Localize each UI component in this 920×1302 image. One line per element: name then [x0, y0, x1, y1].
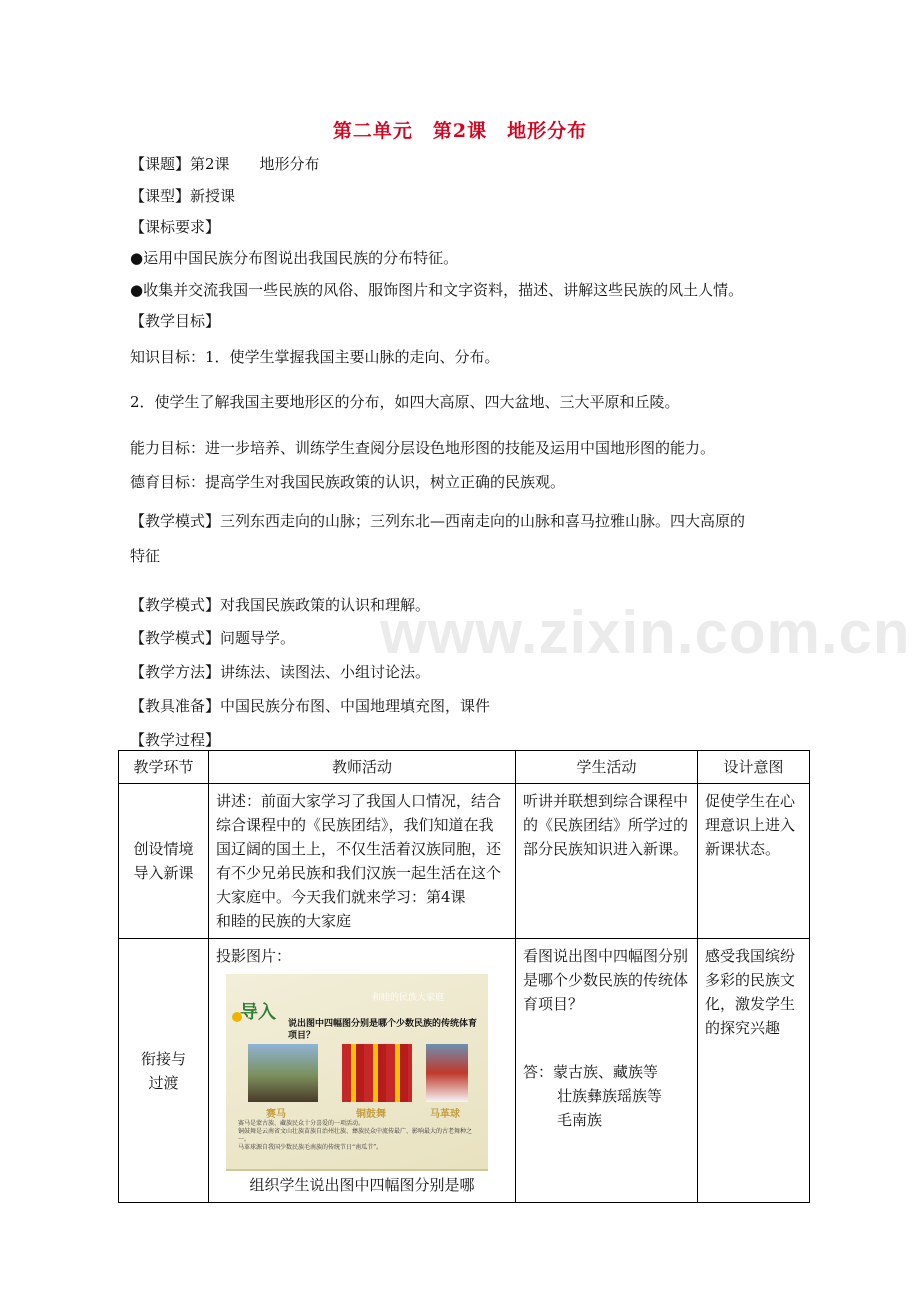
- slide-desc-line: 铜鼓舞是云南省文山壮族苗族自治州壮族、彝族民众中流传最广、影响最大的古老舞种之一。: [238, 1128, 473, 1143]
- knowledge-objective: 知识目标：1．使学生掌握我国主要山脉的走向、分布。: [130, 348, 500, 366]
- stage-label: 导入新课: [133, 864, 194, 882]
- slide-title: 和睦的民族大家庭: [371, 993, 444, 1003]
- lesson-type: 【课型】新授课: [130, 187, 236, 205]
- student-answer: 答：蒙古族、藏族等: [523, 1063, 659, 1081]
- horse-racing-photo: [248, 1044, 318, 1102]
- ball-game-photo: [426, 1044, 468, 1102]
- caption-drum-dance: 铜鼓舞: [356, 1109, 386, 1120]
- curriculum-item: ●收集并交流我国一些民族的风俗、服饰图片和文字资料，描述、讲解这些民族的风土人情。: [130, 281, 744, 299]
- table-header-row: [119, 751, 810, 784]
- slide-desc-line: 赛马是蒙古族、藏族民众十分喜爱的一项活动。: [238, 1120, 365, 1127]
- header-student: 学生活动: [516, 751, 698, 784]
- stage-label: 衔接与: [140, 1049, 186, 1068]
- caption-ball-game: 马革球: [430, 1109, 460, 1120]
- design-intent: 促使学生在心理意识上进入新课状态。: [698, 784, 810, 939]
- table-row: [119, 939, 810, 1203]
- teacher-activity: [209, 939, 516, 1203]
- slide-desc-line: 马革球源自我国少数民族毛南族的传统节日“南瓜节”。: [238, 1144, 383, 1151]
- header-stage: 教学环节: [119, 751, 209, 784]
- header-intent: 设计意图: [698, 751, 810, 784]
- bronze-drum-dance-photo: [342, 1044, 412, 1102]
- knowledge-objective-2: 2．使学生了解我国主要地形区的分布，如四大高原、四大盆地、三大平原和丘陵。: [130, 393, 680, 411]
- student-answer: 壮族彝族瑶族等: [557, 1087, 663, 1105]
- ability-objective: 能力目标：进一步培养、训练学生查阅分层设色地形图的技能及运用中国地形图的能力。: [130, 439, 716, 457]
- objectives-header: 【教学目标】: [130, 312, 221, 330]
- teaching-mode: 【教学模式】对我国民族政策的认识和理解。: [130, 596, 431, 614]
- teaching-mode: 【教学模式】问题导学。: [130, 629, 296, 647]
- stage-label: 创设情境: [133, 840, 194, 858]
- lesson-topic: 【课题】第2课 地形分布: [130, 155, 320, 173]
- teaching-method: 【教学方法】讲练法、读图法、小组讨论法。: [130, 663, 431, 681]
- projected-slide-image: [226, 974, 488, 1171]
- slide-lead: 导入: [240, 1002, 276, 1022]
- slide-question: 说出图中四幅图分别是哪个少数民族的传统体育项目？: [288, 1019, 478, 1041]
- student-activity: [516, 939, 698, 1203]
- curriculum-header: 【课标要求】: [130, 218, 221, 236]
- watermark: www.zixin.com.cn: [380, 599, 911, 666]
- student-answer: 毛南族: [557, 1111, 603, 1129]
- slide-description: [238, 1120, 478, 1152]
- teacher-intro: 投影图片：: [216, 947, 292, 965]
- header-teacher: 教师活动: [209, 751, 516, 784]
- stage-cell: [119, 784, 209, 939]
- student-question: 看图说出图中四幅图分别是哪个少数民族的传统体育项目？: [523, 947, 689, 1013]
- page-title: 第二单元 第2课 地形分布: [332, 120, 588, 142]
- stage-label: 过渡: [148, 1073, 179, 1092]
- caption-horse-racing: 赛马: [266, 1109, 286, 1120]
- teaching-mode: 【教学模式】三列东西走向的山脉；三列东北—西南走向的山脉和喜马拉雅山脉。四大高原的: [130, 512, 746, 530]
- process-table: [118, 750, 810, 1203]
- curriculum-item: ●运用中国民族分布图说出我国民族的分布特征。: [130, 249, 459, 267]
- teacher-followup: 组织学生说出图中四幅图分别是哪: [249, 1176, 475, 1194]
- design-intent: 感受我国缤纷多彩的民族文化，激发学生的探究兴趣: [698, 939, 810, 1203]
- moral-objective: 德育目标：提高学生对我国民族政策的认识，树立正确的民族观。: [130, 473, 566, 491]
- teaching-mode-cont: 特征: [130, 547, 161, 565]
- student-activity: 听讲并联想到综合课程中的《民族团结》所学过的部分民族知识进入新课。: [516, 784, 698, 939]
- teacher-activity: 讲述：前面大家学习了我国人口情况，结合综合课程中的《民族团结》，我们知道在我国辽阔的国土上，不仅生活着汉族同胞，还有不少兄弟民族和我们汉族一起生活在这个大家庭中。今天我们就来学习：第4课 和睦的民族的大家庭: [209, 784, 516, 939]
- teaching-tools: 【教具准备】中国民族分布图、中国地理填充图，课件: [130, 697, 491, 715]
- process-header: 【教学过程】: [130, 731, 221, 749]
- table-row: [119, 784, 810, 939]
- stage-cell: [119, 939, 209, 1203]
